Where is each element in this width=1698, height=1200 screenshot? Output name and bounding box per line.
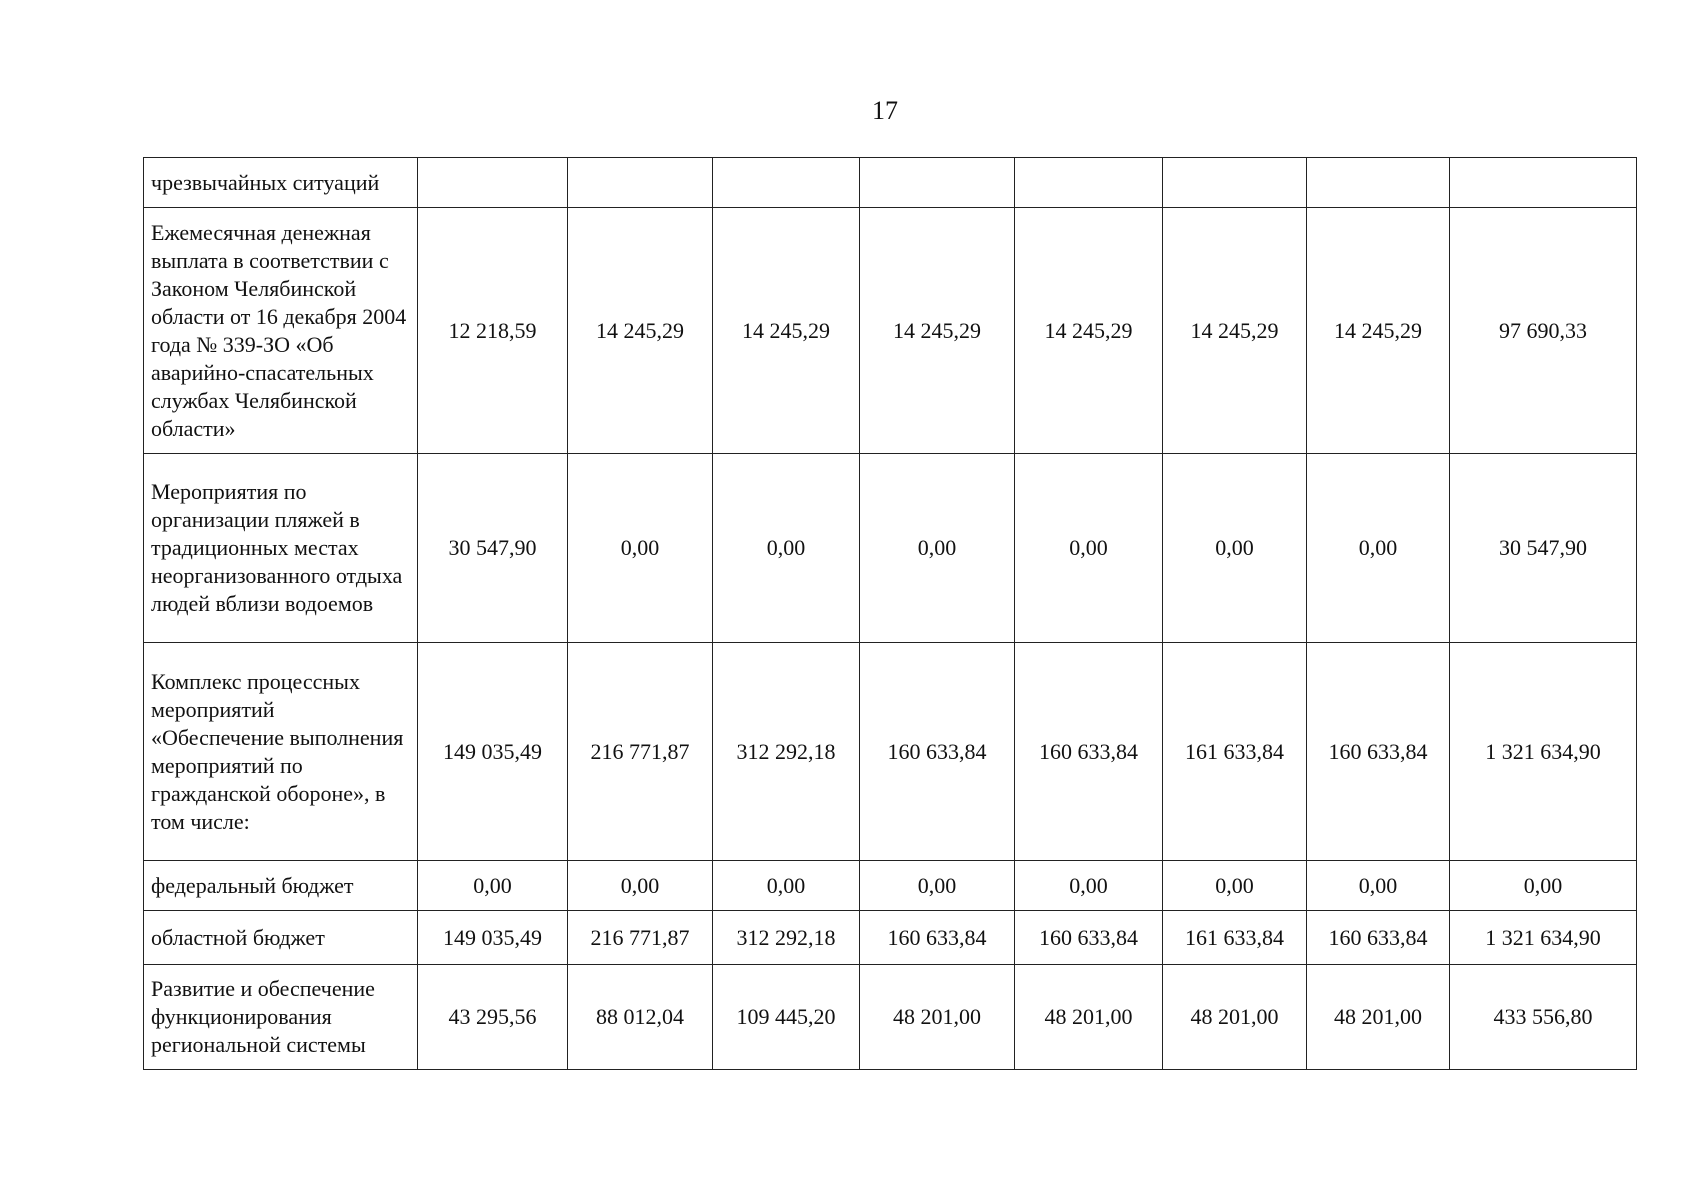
value-cell: 48 201,00 (860, 965, 1015, 1070)
value-cell (713, 158, 860, 208)
value-cell: 0,00 (1015, 454, 1163, 643)
row-label: областной бюджет (144, 911, 418, 965)
total-cell: 0,00 (1450, 861, 1637, 911)
value-cell: 0,00 (1163, 861, 1307, 911)
value-cell (1163, 158, 1307, 208)
row-label: Комплекс процессных мероприятий «Обеспечение выполнения мероприятий по гражданской обороне», в том числе: (144, 643, 418, 861)
value-cell: 0,00 (1307, 861, 1450, 911)
value-cell (1307, 158, 1450, 208)
value-cell: 0,00 (568, 861, 713, 911)
value-cell: 48 201,00 (1163, 965, 1307, 1070)
value-cell: 0,00 (860, 861, 1015, 911)
value-cell: 160 633,84 (1307, 643, 1450, 861)
value-cell: 14 245,29 (1163, 208, 1307, 454)
value-cell: 216 771,87 (568, 911, 713, 965)
value-cell: 48 201,00 (1015, 965, 1163, 1070)
value-cell: 12 218,59 (418, 208, 568, 454)
value-cell: 30 547,90 (418, 454, 568, 643)
value-cell: 0,00 (568, 454, 713, 643)
value-cell: 0,00 (1307, 454, 1450, 643)
value-cell: 160 633,84 (1015, 911, 1163, 965)
value-cell: 160 633,84 (1307, 911, 1450, 965)
value-cell (418, 158, 568, 208)
row-label: Развитие и обеспечение функционирования региональной системы (144, 965, 418, 1070)
value-cell: 0,00 (713, 861, 860, 911)
value-cell (860, 158, 1015, 208)
value-cell: 109 445,20 (713, 965, 860, 1070)
table-row (144, 861, 1637, 911)
value-cell: 14 245,29 (1015, 208, 1163, 454)
total-cell: 1 321 634,90 (1450, 643, 1637, 861)
value-cell: 0,00 (713, 454, 860, 643)
total-cell: 433 556,80 (1450, 965, 1637, 1070)
table-row (144, 643, 1637, 861)
value-cell: 0,00 (1163, 454, 1307, 643)
value-cell: 14 245,29 (568, 208, 713, 454)
value-cell: 160 633,84 (1015, 643, 1163, 861)
table-row (144, 208, 1637, 454)
row-label: чрезвычайных ситуаций (144, 158, 418, 208)
value-cell: 0,00 (1015, 861, 1163, 911)
page-number: 17 (872, 96, 898, 125)
value-cell: 14 245,29 (860, 208, 1015, 454)
value-cell: 0,00 (860, 454, 1015, 643)
value-cell: 216 771,87 (568, 643, 713, 861)
total-cell (1450, 158, 1637, 208)
value-cell: 312 292,18 (713, 911, 860, 965)
row-label: Мероприятия по организации пляжей в традиционных местах неорганизованного отдыха людей вблизи водоемов (144, 454, 418, 643)
value-cell: 161 633,84 (1163, 643, 1307, 861)
total-cell: 30 547,90 (1450, 454, 1637, 643)
table-row (144, 454, 1637, 643)
value-cell: 161 633,84 (1163, 911, 1307, 965)
value-cell: 14 245,29 (1307, 208, 1450, 454)
total-cell: 97 690,33 (1450, 208, 1637, 454)
table-row (144, 965, 1637, 1070)
value-cell: 149 035,49 (418, 911, 568, 965)
value-cell (568, 158, 713, 208)
value-cell: 14 245,29 (713, 208, 860, 454)
total-cell: 1 321 634,90 (1450, 911, 1637, 965)
value-cell: 160 633,84 (860, 911, 1015, 965)
table-row (144, 158, 1637, 208)
value-cell (1015, 158, 1163, 208)
value-cell: 0,00 (418, 861, 568, 911)
table-row (144, 911, 1637, 965)
value-cell: 312 292,18 (713, 643, 860, 861)
budget-table (143, 157, 1637, 1070)
row-label: Ежемесячная денежная выплата в соответствии с Законом Челябинской области от 16 декабря 2004 года № 339-ЗО «Об аварийно-спасательных службах Челябинской области» (144, 208, 418, 454)
value-cell: 149 035,49 (418, 643, 568, 861)
value-cell: 43 295,56 (418, 965, 568, 1070)
value-cell: 88 012,04 (568, 965, 713, 1070)
value-cell: 48 201,00 (1307, 965, 1450, 1070)
value-cell: 160 633,84 (860, 643, 1015, 861)
row-label: федеральный бюджет (144, 861, 418, 911)
